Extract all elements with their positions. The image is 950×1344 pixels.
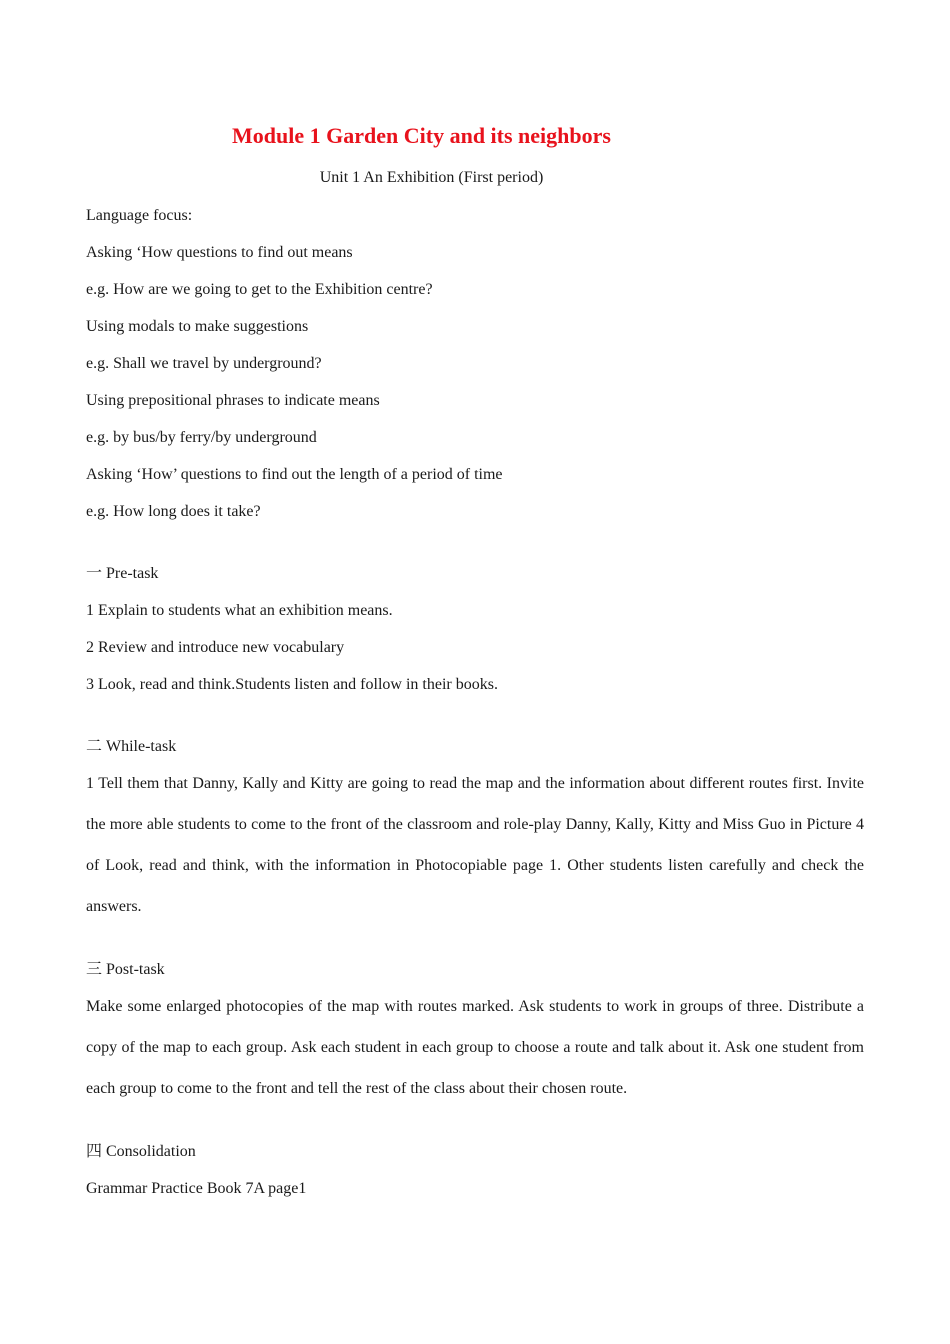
language-focus-item: Asking ‘How questions to find out means <box>86 244 353 261</box>
language-focus-item: Using prepositional phrases to indicate means <box>86 392 380 409</box>
consolidation-heading: 四 Consolidation <box>86 1143 196 1160</box>
post-task-body: Make some enlarged photocopies of the map with routes marked. Ask students to work in groups of three. Distribute a copy of the map to each group. Ask each student in each group to choose a route and talk about it. Ask one student from each group to come to the front and tell the rest of the class about their chosen route. <box>86 998 864 1097</box>
post-task-heading: 三 Post-task <box>86 961 165 978</box>
pre-task-item: 1 Explain to students what an exhibition means. <box>86 602 393 619</box>
pre-task-heading: 一 Pre-task <box>86 565 159 582</box>
language-focus-item: e.g. How long does it take? <box>86 503 261 520</box>
page-title: Module 1 Garden City and its neighbors <box>232 123 611 148</box>
language-focus-item: e.g. by bus/by ferry/by underground <box>86 429 317 446</box>
consolidation-body: Grammar Practice Book 7A page1 <box>86 1180 307 1197</box>
language-focus-item: Using modals to make suggestions <box>86 318 309 335</box>
language-focus-item: e.g. Shall we travel by underground? <box>86 355 322 372</box>
language-focus-heading: Language focus: <box>86 207 193 224</box>
page-subtitle: Unit 1 An Exhibition (First period) <box>319 169 544 186</box>
language-focus-item: Asking ‘How’ questions to find out the length of a period of time <box>86 466 503 483</box>
while-task-heading: 二 While-task <box>86 738 177 755</box>
pre-task-item: 3 Look, read and think.Students listen and follow in their books. <box>86 676 498 693</box>
while-task-body: 1 Tell them that Danny, Kally and Kitty are going to read the map and the information about different routes first. Invite the more able students to come to the front of the classroom and role-play Danny, Kally, Kitty and Miss Guo in Picture 4 of Look, read and think, with the information in Photocopiable page 1. Other students listen carefully and check the answers. <box>86 775 864 915</box>
language-focus-item: e.g. How are we going to get to the Exhibition centre? <box>86 281 433 298</box>
pre-task-item: 2 Review and introduce new vocabulary <box>86 639 345 656</box>
